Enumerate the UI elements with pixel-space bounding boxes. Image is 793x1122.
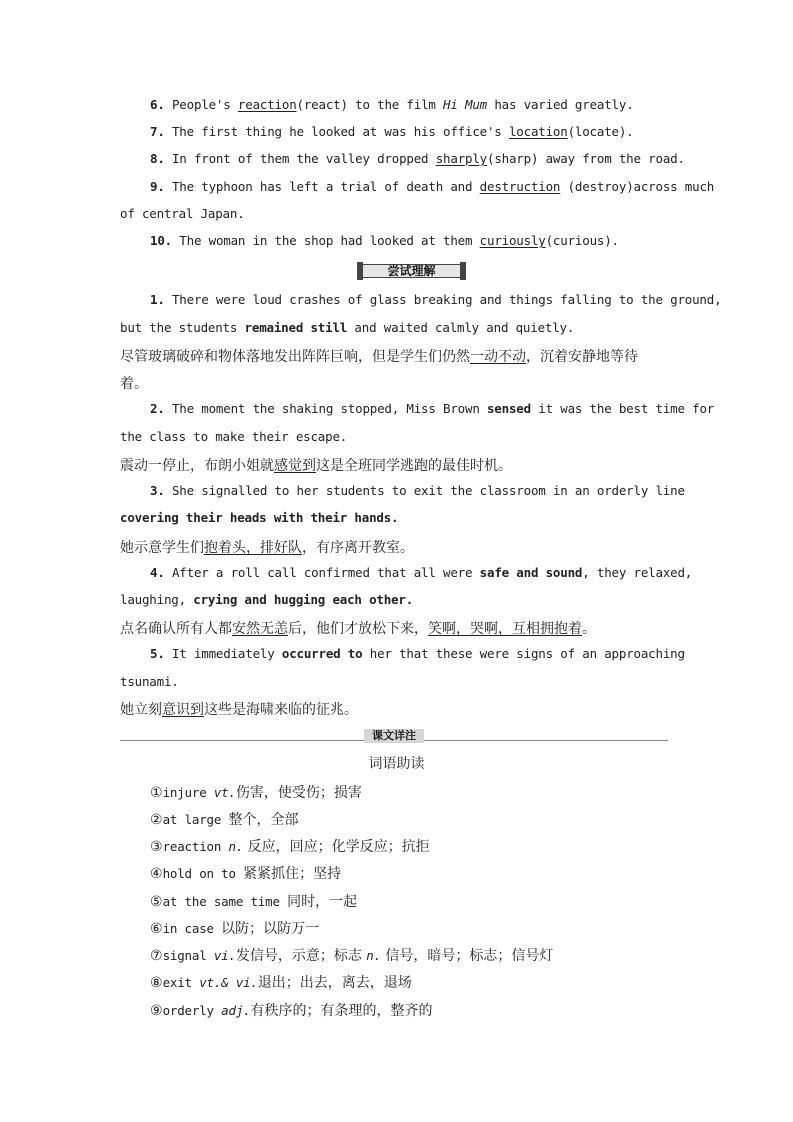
section-title: 尝试理解	[387, 264, 436, 278]
key-translation: 一动不动	[470, 349, 526, 365]
sentence-2-en-line1: 2. The moment the shaking stopped, Miss Brown sensed it was the best time for	[150, 401, 715, 416]
sentence-1-en-line2: but the students remained still and waited calmly and quietly.	[120, 320, 575, 335]
exercise-item-9: 9. The typhoon has left a trial of death and destruction (destroy)across much	[150, 179, 715, 194]
key-translation: 安然无恙	[232, 621, 288, 637]
exercise-item-7: 7. The first thing he looked at was his office's location(locate).	[150, 124, 634, 139]
key-phrase: safe and sound	[479, 565, 583, 580]
key-translation: 感觉到	[274, 458, 316, 474]
sentence-2-en-line2: the class to make their escape.	[120, 429, 348, 444]
key-translation: 抱着头，排好队	[204, 540, 302, 556]
sentence-4-cn: 点名确认所有人都安然无恙后，他们才放松下来，笑啊，哭啊，互相拥抱着。	[120, 621, 596, 637]
vocab-item-1: ①injure vt.伤害，使受伤；损害	[150, 785, 362, 801]
sentence-1-cn-line2: 着。	[120, 376, 148, 392]
vocab-heading: 词语助读	[368, 756, 425, 772]
answer-blank: location	[508, 124, 568, 139]
key-translation: 笑啊，哭啊，互相拥抱着	[428, 621, 582, 637]
key-phrase: sensed	[486, 401, 531, 416]
exercise-item-6: 6. People's reaction(react) to the film Hi Mum has varied greatly.	[150, 97, 634, 112]
sentence-4-en-line2: laughing, crying and hugging each other.	[120, 592, 414, 607]
answer-blank: curiously	[479, 233, 546, 248]
answer-blank: reaction	[237, 97, 297, 112]
sentence-1-en-line1: 1. There were loud crashes of glass breaking and things falling to the ground,	[150, 292, 722, 307]
key-phrase: occurred to	[281, 646, 363, 661]
exercise-item-8: 8. In front of them the valley dropped sharply(sharp) away from the road.	[150, 151, 685, 166]
key-translation: 意识到	[162, 702, 204, 718]
sentence-4-en-line1: 4. After a roll call confirmed that all were safe and sound, they relaxed,	[150, 565, 693, 580]
key-phrase: remained still	[244, 320, 348, 335]
sentence-5-cn: 她立刻意识到这些是海啸来临的征兆。	[120, 702, 358, 718]
vocab-item-6: ⑥in case 以防；以防万一	[150, 921, 320, 937]
sentence-5-en-line2: tsunami.	[120, 674, 179, 689]
vocab-item-5: ⑤at the same time 同时，一起	[150, 894, 358, 910]
sentence-5-en-line1: 5. It immediately occurred to her that these were signs of an approaching	[150, 646, 685, 661]
answer-blank: sharply	[435, 151, 487, 166]
vocab-item-2: ②at large 整个，全部	[150, 812, 299, 828]
section-tag: 课文详注	[364, 729, 424, 743]
vocab-item-8: ⑧exit vt.& vi.退出；出去，离去，退场	[150, 975, 412, 991]
key-phrase: crying and hugging each other.	[193, 592, 414, 607]
vocab-item-4: ④hold on to 紧紧抓住；坚持	[150, 866, 342, 882]
sentence-2-cn: 震动一停止，布朗小姐就感觉到这是全班同学逃跑的最佳时机。	[120, 458, 512, 474]
sentence-1-cn-line1: 尽管玻璃破碎和物体落地发出阵阵巨响，但是学生们仍然一动不动，沉着安静地等待	[120, 349, 638, 365]
exercise-item-9-continued: of central Japan.	[120, 206, 245, 221]
vocab-item-9: ⑨orderly adj.有秩序的；有条理的，整齐的	[150, 1003, 433, 1019]
vocab-item-3: ③reaction n. 反应，回应；化学反应；抗拒	[150, 839, 430, 855]
section-banner	[360, 262, 463, 280]
vocab-item-7: ⑦signal vi.发信号，示意；标志 n. 信号，暗号；标志；信号灯	[150, 948, 554, 964]
sentence-3-cn: 她示意学生们抱着头，排好队，有序离开教室。	[120, 540, 414, 556]
exercise-item-10: 10. The woman in the shop had looked at them curiously(curious).	[150, 233, 619, 248]
sentence-3-en-line1: 3. She signalled to her students to exit the classroom in an orderly line	[150, 483, 685, 498]
sentence-3-en-line2: covering their heads with their hands.	[120, 510, 399, 525]
answer-blank: destruction	[479, 179, 561, 194]
